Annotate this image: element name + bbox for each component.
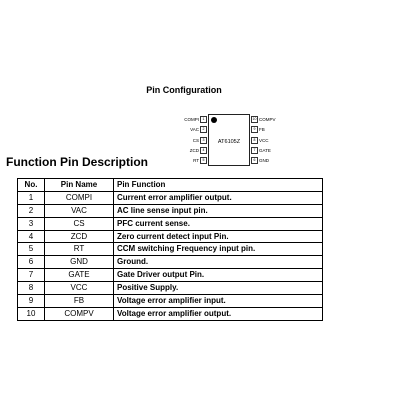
cell-pin-name: FB bbox=[45, 295, 114, 308]
pin-name: GATE bbox=[259, 148, 271, 153]
right-pin bbox=[250, 146, 271, 156]
cell-pin-name: GATE bbox=[45, 269, 114, 282]
chip-label: AT6105Z bbox=[217, 139, 241, 145]
pin-name: VAC bbox=[190, 127, 199, 132]
table-row bbox=[18, 282, 323, 295]
pin-name: CS bbox=[192, 138, 199, 143]
table-header-row bbox=[18, 179, 323, 192]
pin-number: 5 bbox=[200, 157, 207, 164]
cell-pin-name: ZCD bbox=[45, 230, 114, 243]
ic-package bbox=[208, 114, 250, 166]
left-pin bbox=[184, 115, 208, 125]
pin-number: 7 bbox=[251, 147, 258, 154]
right-pin bbox=[250, 115, 276, 125]
cell-pin-function: Voltage error amplifier output. bbox=[114, 307, 323, 320]
pin-number: 10 bbox=[252, 117, 257, 122]
header-pin-function: Pin Function bbox=[114, 179, 323, 192]
pin-number: 3 bbox=[200, 137, 207, 144]
cell-no: 2 bbox=[18, 204, 45, 217]
cell-no: 10 bbox=[18, 307, 45, 320]
pin1-marker-dot bbox=[211, 117, 217, 123]
pin-function-table bbox=[17, 178, 323, 321]
cell-pin-name: VCC bbox=[45, 282, 114, 295]
table-row bbox=[18, 191, 323, 204]
cell-pin-name: RT bbox=[45, 243, 114, 256]
cell-pin-name: GND bbox=[45, 256, 114, 269]
pin-number: 9 bbox=[251, 126, 258, 133]
right-pin bbox=[250, 136, 269, 146]
pin-name: VCC bbox=[259, 138, 269, 143]
pin-diagram bbox=[0, 0, 410, 175]
right-pin bbox=[250, 125, 265, 135]
cell-pin-function: Gate Driver output Pin. bbox=[114, 269, 323, 282]
cell-pin-name: VAC bbox=[45, 204, 114, 217]
cell-pin-name: COMPI bbox=[45, 191, 114, 204]
table-row bbox=[18, 243, 323, 256]
cell-no: 9 bbox=[18, 295, 45, 308]
cell-pin-function: Zero current detect input Pin. bbox=[114, 230, 323, 243]
pin-configuration-title: Pin Configuration bbox=[146, 85, 222, 95]
header-no: No. bbox=[18, 179, 45, 192]
pin-number: 4 bbox=[200, 147, 207, 154]
table-row bbox=[18, 295, 323, 308]
cell-no: 8 bbox=[18, 282, 45, 295]
pin-name: RT bbox=[193, 158, 199, 163]
cell-pin-function: PFC current sense. bbox=[114, 217, 323, 230]
cell-pin-function: CCM switching Frequency input pin. bbox=[114, 243, 323, 256]
cell-pin-name: COMPV bbox=[45, 307, 114, 320]
cell-pin-function: Positive Supply. bbox=[114, 282, 323, 295]
table-row bbox=[18, 217, 323, 230]
cell-pin-function: Current error amplifier output. bbox=[114, 191, 323, 204]
cell-no: 1 bbox=[18, 191, 45, 204]
left-pin bbox=[193, 156, 208, 166]
cell-no: 6 bbox=[18, 256, 45, 269]
cell-no: 5 bbox=[18, 243, 45, 256]
pin-name: ZCD bbox=[189, 148, 199, 153]
left-pin bbox=[193, 136, 208, 146]
pin-number: 8 bbox=[251, 137, 258, 144]
left-pin bbox=[190, 125, 208, 135]
cell-pin-name: CS bbox=[45, 217, 114, 230]
pin-number: 6 bbox=[251, 157, 258, 164]
function-pin-description-title: Function Pin Description bbox=[6, 155, 149, 169]
pin-name: COMPV bbox=[259, 117, 276, 122]
header-pin-name: Pin Name bbox=[45, 179, 114, 192]
pin-number: 1 bbox=[200, 116, 207, 123]
table-row bbox=[18, 230, 323, 243]
cell-no: 7 bbox=[18, 269, 45, 282]
right-pin bbox=[250, 156, 269, 166]
pin-name: FB bbox=[259, 127, 265, 132]
cell-no: 4 bbox=[18, 230, 45, 243]
cell-pin-function: AC line sense input pin. bbox=[114, 204, 323, 217]
table-row bbox=[18, 256, 323, 269]
pin-name: GND bbox=[259, 158, 269, 163]
pin-number: 2 bbox=[200, 126, 207, 133]
table-row bbox=[18, 307, 323, 320]
cell-pin-function: Ground. bbox=[114, 256, 323, 269]
table-row bbox=[18, 204, 323, 217]
cell-no: 3 bbox=[18, 217, 45, 230]
pin-name: COMPI bbox=[184, 117, 199, 122]
cell-pin-function: Voltage error amplifier input. bbox=[114, 295, 323, 308]
left-pin bbox=[190, 146, 208, 156]
table-row bbox=[18, 269, 323, 282]
